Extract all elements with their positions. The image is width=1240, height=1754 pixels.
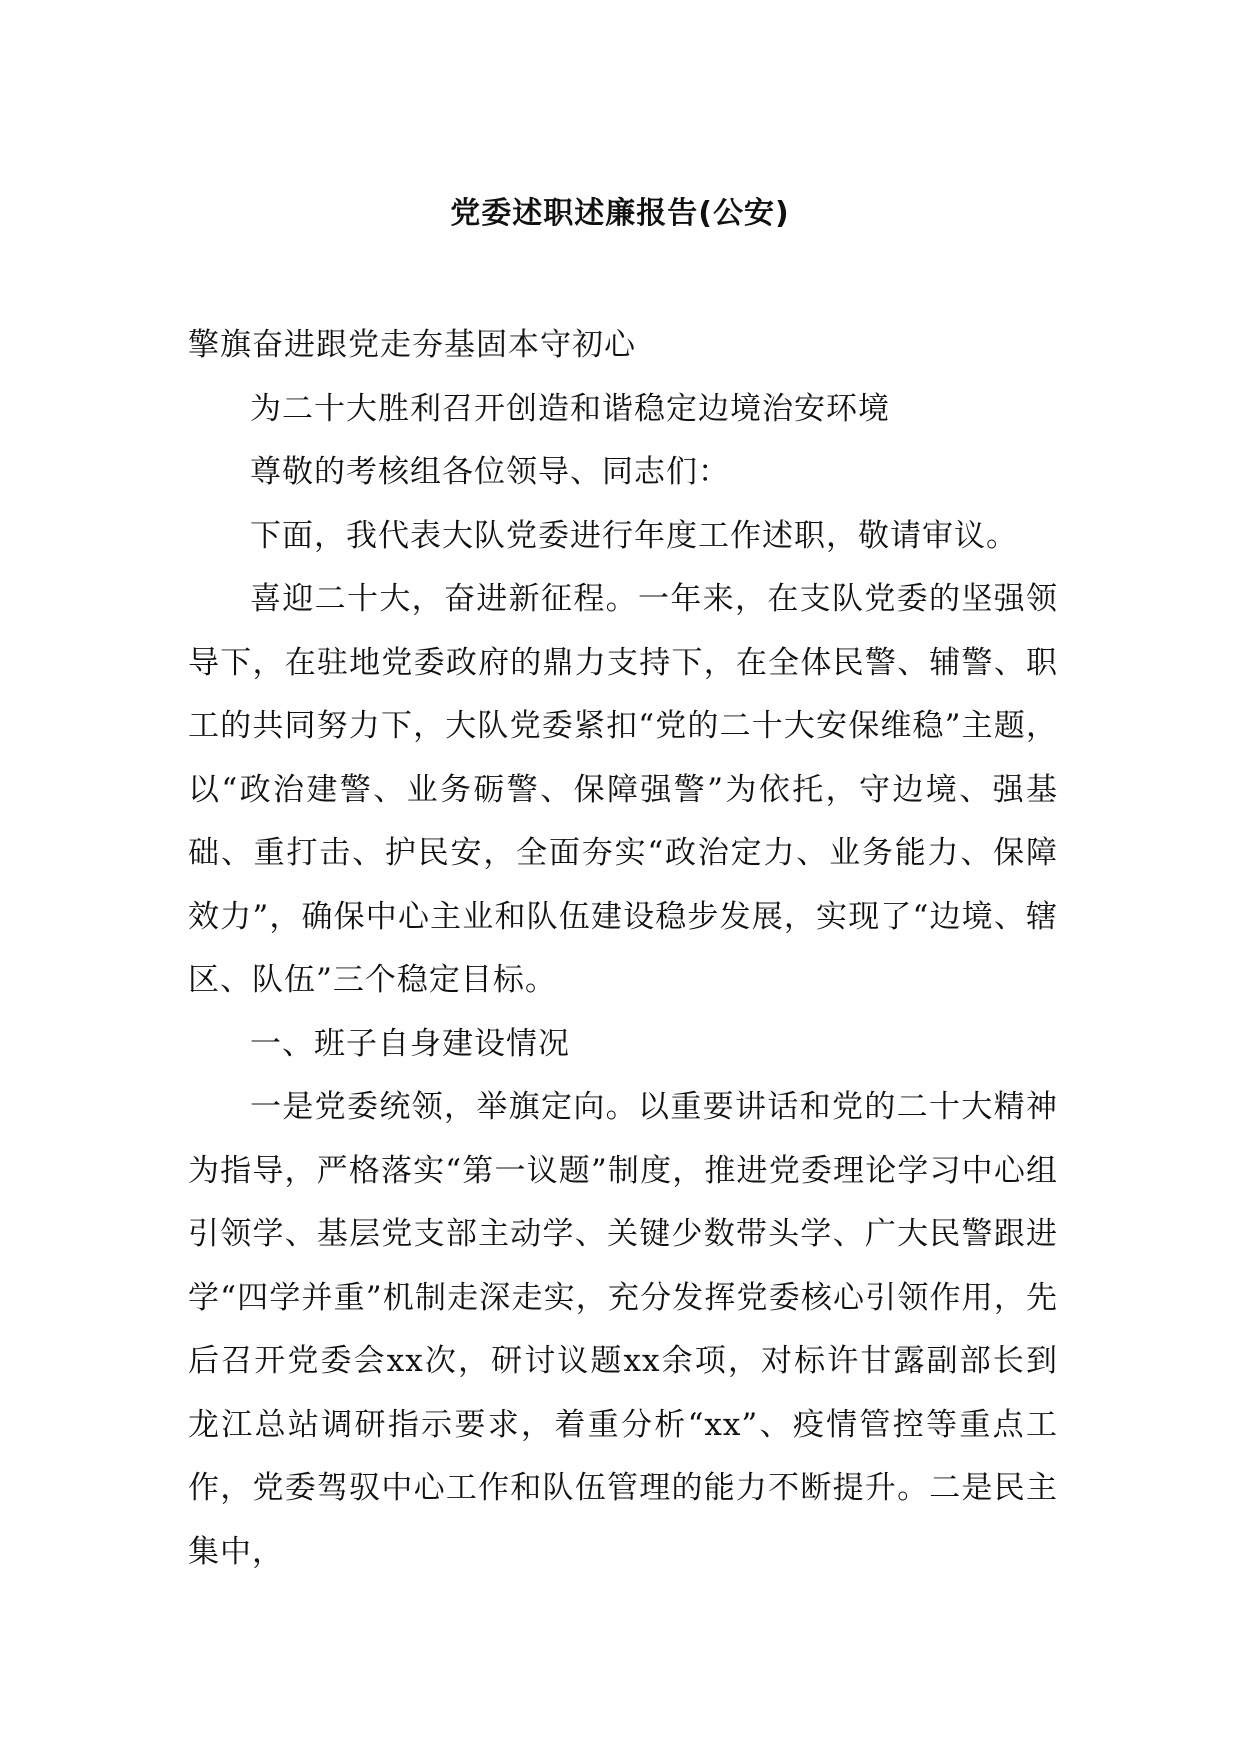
section-1-paragraph: 一是党委统领，举旗定向。以重要讲话和党的二十大精神为指导，严格落实“第一议题”制度，推进党委理论学习中心组引领学、基层党支部主动学、关键少数带头学、广大民警跟进学“四学并重”机制走深走实，充分发挥党委核心引领作用，先后召开党委会xx次，研讨议题xx余项，对标许甘露副部长到龙江总站调研指示要求，着重分析“xx”、疫情管控等重点工作，党委驾驭中心工作和队伍管理的能力不断提升。二是民主集中， [188,1089,1058,1570]
subtitle-line-2: 为二十大胜利召开创造和谐稳定边境治安环境 [250,390,890,427]
section-heading-1: 一、班子自身建设情况 [250,1025,570,1062]
document-body [188,314,1058,1584]
intro-paragraph: 下面，我代表大队党委进行年度工作述职，敬请审议。 [250,517,1018,554]
document-title: 党委述职述廉报告(公安) [450,196,790,231]
subtitle-line-1: 擎旗奋进跟党走夯基固本守初心 [188,327,636,363]
summary-paragraph: 喜迎二十大，奋进新征程。一年来，在支队党委的坚强领导下，在驻地党委政府的鼎力支持下，在全体民警、辅警、职工的共同努力下，大队党委紧扣“党的二十大安保维稳”主题，以“政治建警、业务砺警、保障强警”为依托，守边境、强基础、重打击、护民安，全面夯实“政治定力、业务能力、保障效力”，确保中心主业和队伍建设稳步发展，实现了“边境、辖区、队伍”三个稳定目标。 [188,581,1058,998]
salutation: 尊敬的考核组各位领导、同志们： [250,454,730,490]
